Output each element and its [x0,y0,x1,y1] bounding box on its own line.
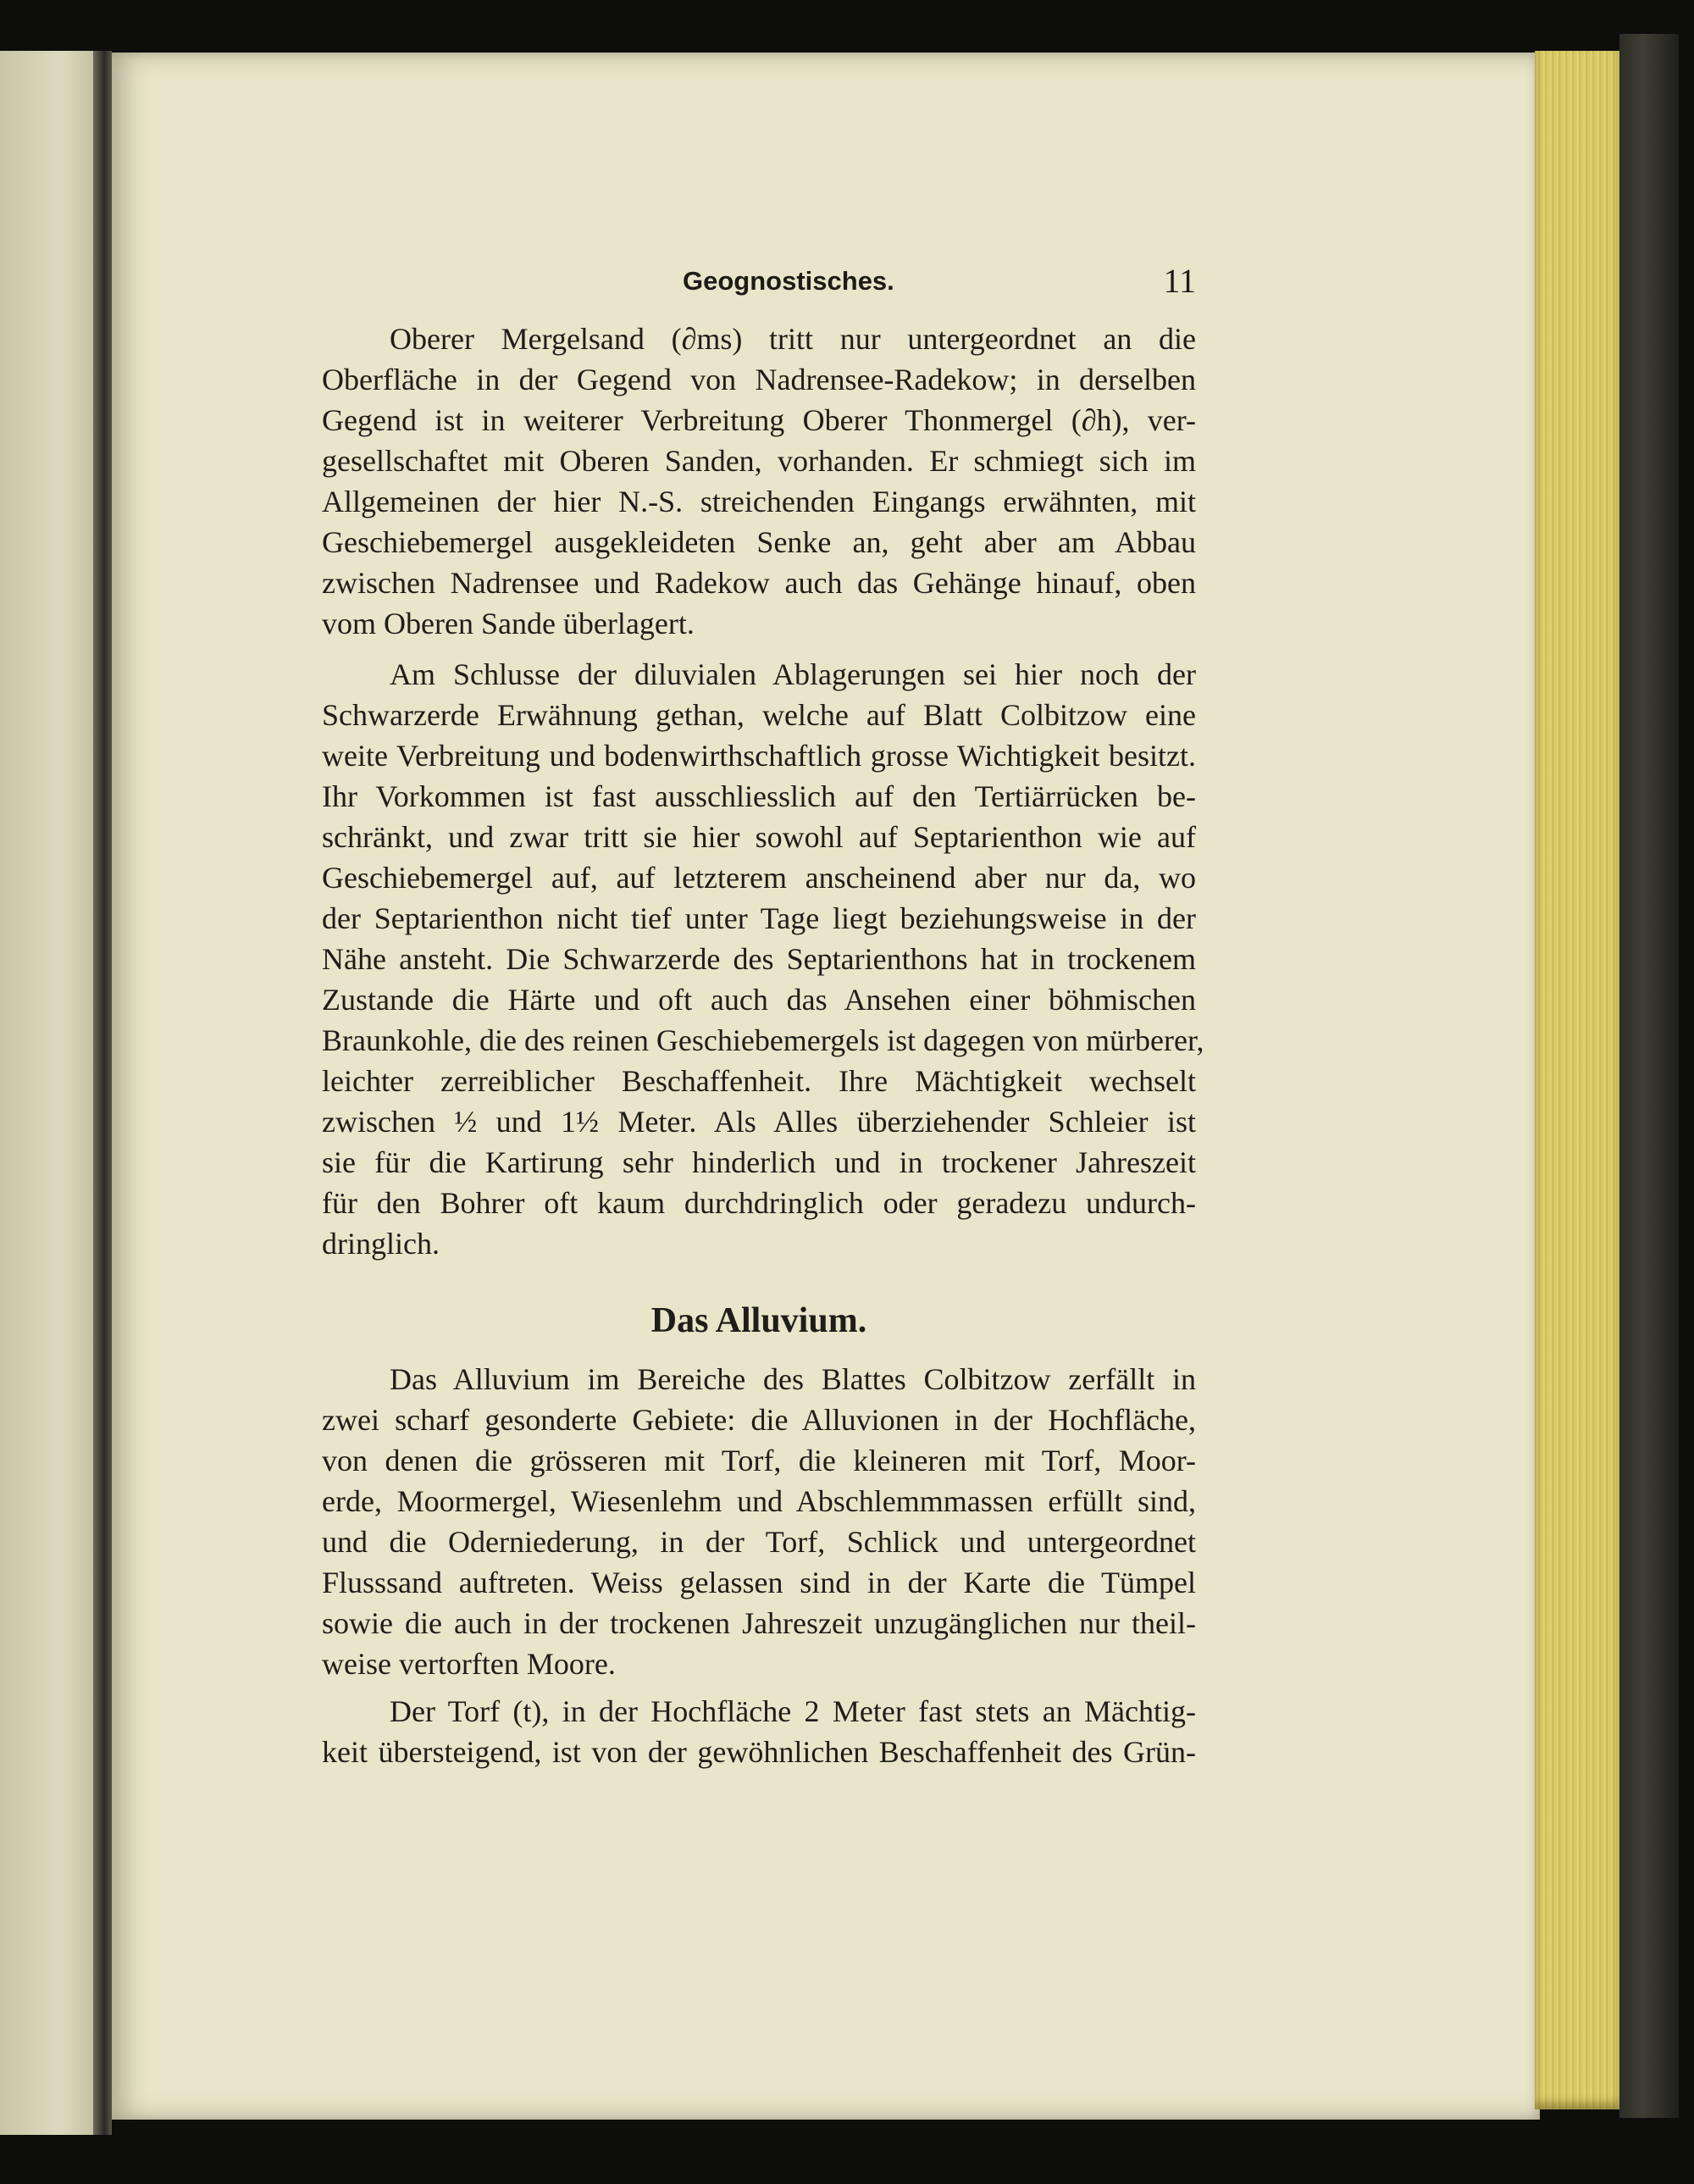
text-line: schränkt, und zwar tritt sie hier sowohl auf Septarienthon wie auf [322,820,1196,854]
text-line: für den Bohrer oft kaum durchdringlich oder geradezu undurch- [322,1186,1196,1220]
text-line: erde, Moormergel, Wiesenlehm und Abschlemmmassen erfüllt sind, [322,1484,1196,1518]
book-gutter [93,51,112,2135]
text-line: zwischen ½ und 1½ Meter. Als Alles überziehender Schleier ist [322,1105,1196,1139]
text-line: Schwarzerde Erwähnung gethan, welche auf Blatt Colbitzow eine [322,698,1196,732]
page-block-edges [1535,51,1619,2109]
text-line: weite Verbreitung und bodenwirthschaftlich grosse Wichtigkeit besitzt. [322,739,1196,773]
text-line: leichter zerreiblicher Beschaffenheit. Ihre Mächtigkeit wechselt [322,1064,1196,1098]
text-line: weise vertorften Moore. [322,1647,616,1681]
page-number: 11 [1163,262,1196,300]
text-line: Ihr Vorkommen ist fast ausschliesslich auf den Tertiärrücken be- [322,779,1196,813]
text-line: Am Schlusse der diluvialen Ablagerungen sei hier noch der [390,657,1196,691]
text-line: sowie die auch in der trockenen Jahreszeit unzugänglichen nur theil- [322,1606,1196,1640]
text-line: Gegend ist in weiterer Verbreitung Oberer Thonmergel (∂h), ver- [322,403,1196,437]
text-line: Das Alluvium im Bereiche des Blattes Colbitzow zerfällt in [390,1362,1196,1396]
text-line: Braunkohle, die des reinen Geschiebemergels ist dagegen von mürberer, [322,1023,1204,1057]
text-line: Oberfläche in der Gegend von Nadrensee-Radekow; in derselben [322,363,1196,396]
page-header [322,261,1196,308]
text-line: und die Oderniederung, in der Torf, Schlick und untergeordnet [322,1525,1196,1559]
text-line: Oberer Mergelsand (∂ms) tritt nur untergeordnet an die [390,322,1196,356]
text-line: Nähe ansteht. Die Schwarzerde des Septarienthons hat in trockenem [322,942,1196,976]
section-title: Das Alluvium. [650,1301,867,1340]
text-line: Allgemeinen der hier N.-S. streichenden Eingangs erwähnten, mit [322,485,1196,518]
text-line: Zustande die Härte und oft auch das Ansehen einer böhmischen [322,983,1196,1017]
text-line: der Septarienthon nicht tief unter Tage liegt beziehungsweise in der [322,901,1196,935]
book-cover-edge [1619,34,1679,2118]
text-line: Flusssand auftreten. Weiss gelassen sind in der Karte die Tümpel [322,1566,1196,1599]
text-line: von denen die grösseren mit Torf, die kleineren mit Torf, Moor- [322,1444,1196,1477]
text-line: Der Torf (t), in der Hochfläche 2 Meter fast stets an Mächtig- [390,1694,1196,1728]
text-line: zwischen Nadrensee und Radekow auch das Gehänge hinauf, oben [322,566,1196,600]
text-line: Geschiebemergel ausgekleideten Senke an, geht aber am Abbau [322,525,1196,559]
text-line: zwei scharf gesonderte Gebiete: die Alluvionen in der Hochfläche, [322,1403,1196,1437]
left-page-edge [0,51,102,2135]
text-line: keit übersteigend, ist von der gewöhnlichen Beschaffenheit des Grün- [322,1735,1196,1769]
text-line: gesellschaftet mit Oberen Sanden, vorhanden. Er schmiegt sich im [322,444,1196,478]
text-line: sie für die Kartirung sehr hinderlich und in trockener Jahreszeit [322,1145,1196,1179]
text-line: vom Oberen Sande überlagert. [322,607,695,640]
text-line: Geschiebemergel auf, auf letzterem anscheinend aber nur da, wo [322,861,1196,895]
running-head: Geognostisches. [683,266,894,296]
text-line: dringlich. [322,1227,440,1261]
